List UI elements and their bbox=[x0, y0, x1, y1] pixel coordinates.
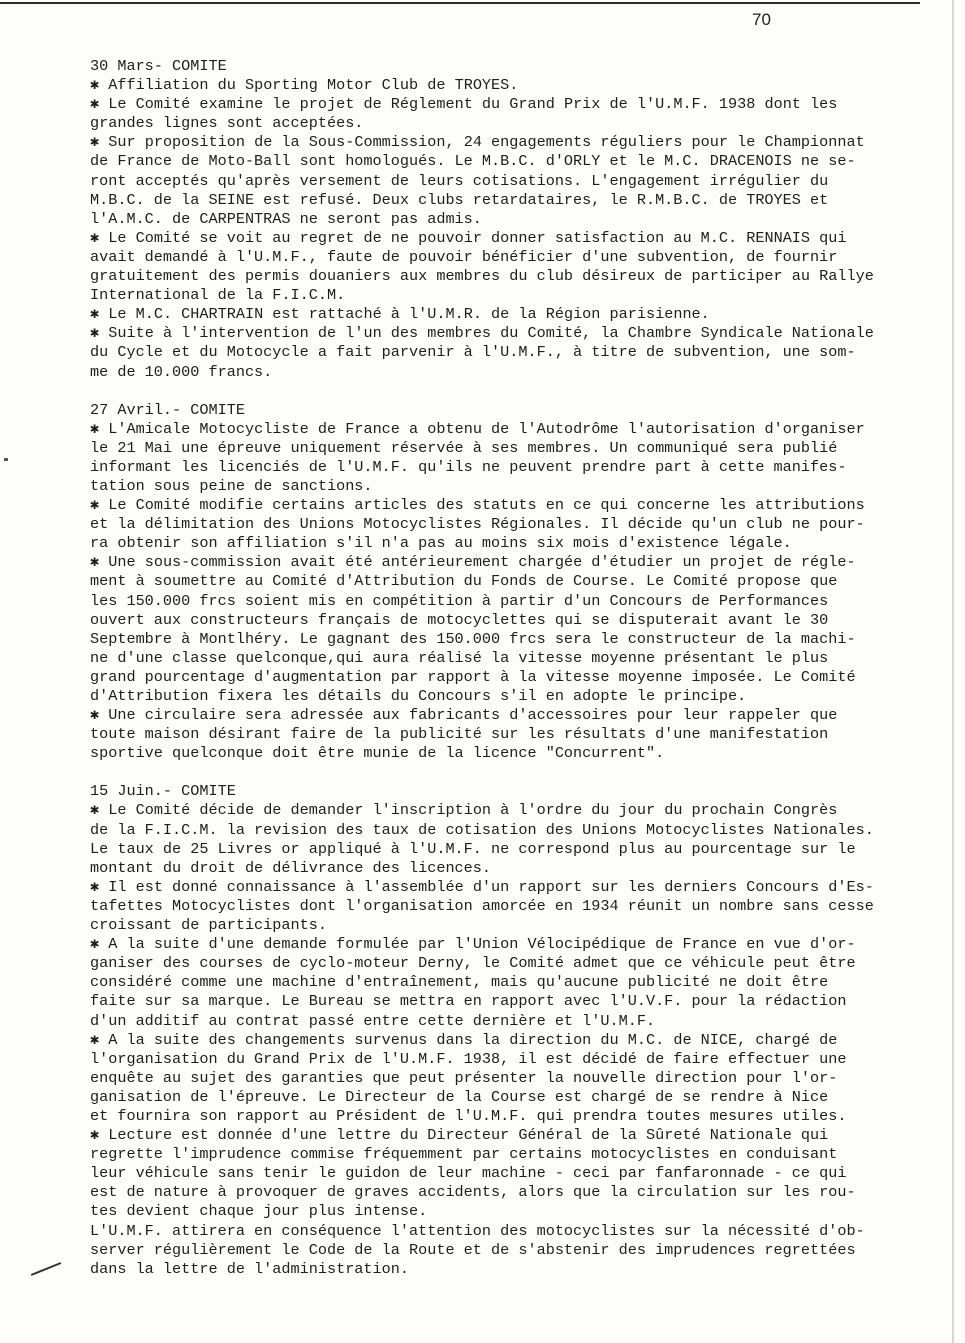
text-line: ra obtenir son affiliation s'il n'a pas au moins six mois d'existence légale. bbox=[90, 534, 792, 553]
text-line: ✱ Il est donné connaissance à l'assemblée d'un rapport sur les derniers Concours d'Es- bbox=[90, 877, 874, 896]
text-line: leur véhicule sans tenir le guidon de leur machine - ceci par fanfaronnade - ce qui bbox=[90, 1164, 847, 1183]
text-line: ✱ Le Comité décide de demander l'inscription à l'ordre du jour du prochain Congrès bbox=[90, 801, 838, 820]
text-line: ✱ Le Comité examine le projet de Réglement du Grand Prix de l'U.M.F. 1938 dont les bbox=[90, 95, 838, 114]
text-line: gratuitement des permis douaniers aux membres du club désireux de participer au Rallye bbox=[90, 267, 874, 286]
text-line: Le taux de 25 Livres or appliqué à l'U.M.F. ne correspond plus au pourcentage sur le bbox=[90, 839, 856, 858]
text-line: ✱ Le Comité modifie certains articles des statuts en ce qui concerne les attributions bbox=[90, 496, 865, 515]
text-line: ouvert aux constructeurs français de motocyclettes qui se disputerait avant le 30 bbox=[90, 610, 829, 629]
section-27-avril bbox=[90, 401, 920, 764]
text-line: ✱ Suite à l'intervention de l'un des membres du Comité, la Chambre Syndicale Nationale bbox=[90, 324, 874, 343]
text-line: avait demandé à l'U.M.F., faute de pouvoir bénéficier d'une subvention, de fournir bbox=[90, 247, 838, 266]
text-line: ✱ Sur proposition de la Sous-Commission, 24 engagements réguliers pour le Championnat bbox=[90, 133, 865, 152]
section-lines bbox=[90, 801, 920, 1278]
section-title: 27 Avril.- COMITE bbox=[90, 400, 245, 419]
text-line: de France de Moto-Ball sont homologués. Le M.B.C. d'ORLY et le M.C. DRACENOIS ne se- bbox=[90, 152, 856, 171]
text-line: ✱ Une sous-commission avait été antérieurement chargée d'étudier un projet de régle- bbox=[90, 553, 856, 572]
text-line: tes devient chaque jour plus intense. bbox=[90, 1202, 428, 1221]
right-margin-rule bbox=[952, 0, 954, 1343]
text-line: ✱ Le Comité se voit au regret de ne pouvoir donner satisfaction au M.C. RENNAIS qui bbox=[90, 228, 847, 247]
text-line: ✱ L'Amicale Motocycliste de France a obtenu de l'Autodrôme l'autorisation d'organiser bbox=[90, 419, 865, 438]
text-line: ✱ Lecture est donnée d'une lettre du Directeur Général de la Sûreté Nationale qui bbox=[90, 1126, 829, 1145]
text-line: tafettes Motocyclistes dont l'organisation amorcée en 1934 réunit un nombre sans cesse bbox=[90, 896, 874, 915]
text-line: sportive quelconque doit être munie de la licence "Concurrent". bbox=[90, 744, 665, 763]
text-line: M.B.C. de la SEINE est refusé. Deux clubs retardataires, le R.M.B.C. de TROYES et bbox=[90, 190, 829, 209]
text-line: enquête au sujet des garanties que peut présenter la nouvelle direction pour l'or- bbox=[90, 1068, 838, 1087]
text-line: toute maison désirant faire de la publicité sur les résultats d'une manifestation bbox=[90, 725, 829, 744]
text-line: ganiser des courses de cyclo-moteur Derny, le Comité admet que ce véhicule peut être bbox=[90, 954, 856, 973]
text-line: du Cycle et du Motocycle a fait parvenir à l'U.M.F., à titre de subvention, une som- bbox=[90, 343, 856, 362]
text-line: considéré comme une machine d'entraînement, mais qu'aucune publicité ne doit être bbox=[90, 973, 829, 992]
text-line: me de 10.000 francs. bbox=[90, 362, 273, 381]
text-line: ✱ Le M.C. CHARTRAIN est rattaché à l'U.M.R. de la Région parisienne. bbox=[90, 305, 710, 324]
text-line: est de nature à provoquer de graves accidents, alors que la circulation sur les rou- bbox=[90, 1183, 856, 1202]
text-line: ment à soumettre au Comité d'Attribution du Fonds de Course. Le Comité propose que bbox=[90, 572, 838, 591]
text-line: d'Attribution fixera les détails du Concours s'il en adopte le principe. bbox=[90, 687, 747, 705]
text-line: dans la lettre de l'administration. bbox=[90, 1259, 409, 1278]
text-line: regrette l'imprudence commise fréquemment par certains motocyclistes en conduisant bbox=[90, 1145, 838, 1164]
document-body bbox=[90, 57, 920, 1298]
text-line: de la F.I.C.M. la revision des taux de cotisation des Unions Motocyclistes Nationales. bbox=[90, 820, 874, 839]
text-line: grandes lignes sont acceptées. bbox=[90, 114, 364, 133]
margin-pen-mark bbox=[31, 1262, 61, 1276]
text-line: server régulièrement le Code de la Route et de s'abstenir des imprudences regrettées bbox=[90, 1240, 856, 1259]
section-title: 30 Mars- COMITE bbox=[90, 57, 227, 75]
text-line: le 21 Mai une épreuve uniquement réservée à ses membres. Un communiqué sera publié bbox=[90, 438, 838, 457]
text-line: et fournira son rapport au Président de l'U.M.F. qui prendra toutes mesures utiles. bbox=[90, 1106, 847, 1125]
text-line: l'organisation du Grand Prix de l'U.M.F. 1938, il est décidé de faire effectuer une bbox=[90, 1049, 847, 1068]
page-number: 70 bbox=[752, 10, 771, 29]
text-line: d'un additif au contrat passé entre cette dernière et l'U.M.F. bbox=[90, 1011, 656, 1030]
text-line: montant du droit de délivrance des licences. bbox=[90, 858, 492, 877]
text-line: croissant de participants. bbox=[90, 916, 327, 935]
section-title: 15 Juin.- COMITE bbox=[90, 782, 236, 801]
text-line: les 150.000 frcs soient mis en compétition à partir d'un Concours de Performances bbox=[90, 591, 829, 610]
text-line: International de la F.I.C.M. bbox=[90, 286, 346, 305]
section-30-mars bbox=[90, 57, 920, 382]
text-line: ✱ Une circulaire sera adressée aux fabricants d'accessoires pour leur rappeler que bbox=[90, 706, 838, 725]
top-rule bbox=[0, 2, 920, 4]
text-line: ✱ A la suite des changements survenus dans la direction du M.C. de NICE, chargé de bbox=[90, 1030, 838, 1049]
text-line: faite sur sa marque. Le Bureau se mettra en rapport avec l'U.V.F. pour la rédaction bbox=[90, 992, 847, 1011]
text-line: informant les licenciés de l'U.M.F. qu'ils ne peuvent prendre part à cette manifes- bbox=[90, 457, 847, 476]
text-line: ne d'une classe quelconque,qui aura réalisé la vitesse moyenne présentant le plus bbox=[90, 648, 829, 667]
text-line: Septembre à Montlhéry. Le gagnant des 150.000 frcs sera le constructeur de la machi- bbox=[90, 629, 856, 648]
section-15-juin bbox=[90, 782, 920, 1278]
text-line: L'U.M.F. attirera en conséquence l'attention des motocyclistes sur la nécessité d'ob- bbox=[90, 1221, 865, 1240]
text-line: ✱ Affiliation du Sporting Motor Club de TROYES. bbox=[90, 76, 519, 95]
text-line: ganisation de l'épreuve. Le Directeur de la Course est chargé de se rendre à Nice bbox=[90, 1087, 829, 1106]
text-line: tation sous peine de sanctions. bbox=[90, 476, 373, 495]
text-line: ✱ A la suite d'une demande formulée par l'Union Vélocipédique de France en vue d'or- bbox=[90, 935, 856, 954]
scan-speck bbox=[4, 458, 8, 461]
section-lines bbox=[90, 76, 920, 382]
section-lines bbox=[90, 420, 920, 764]
text-line: et la délimitation des Unions Motocyclistes Régionales. Il décide qu'un club ne pour- bbox=[90, 515, 865, 534]
text-line: ront acceptés qu'après versement de leurs cotisations. L'engagement irrégulier du bbox=[90, 171, 829, 190]
text-line: grand pourcentage d'augmentation par rapport à la vitesse moyenne imposée. Le Comité bbox=[90, 667, 856, 686]
text-line: l'A.M.C. de CARPENTRAS ne seront pas admis. bbox=[90, 209, 482, 228]
